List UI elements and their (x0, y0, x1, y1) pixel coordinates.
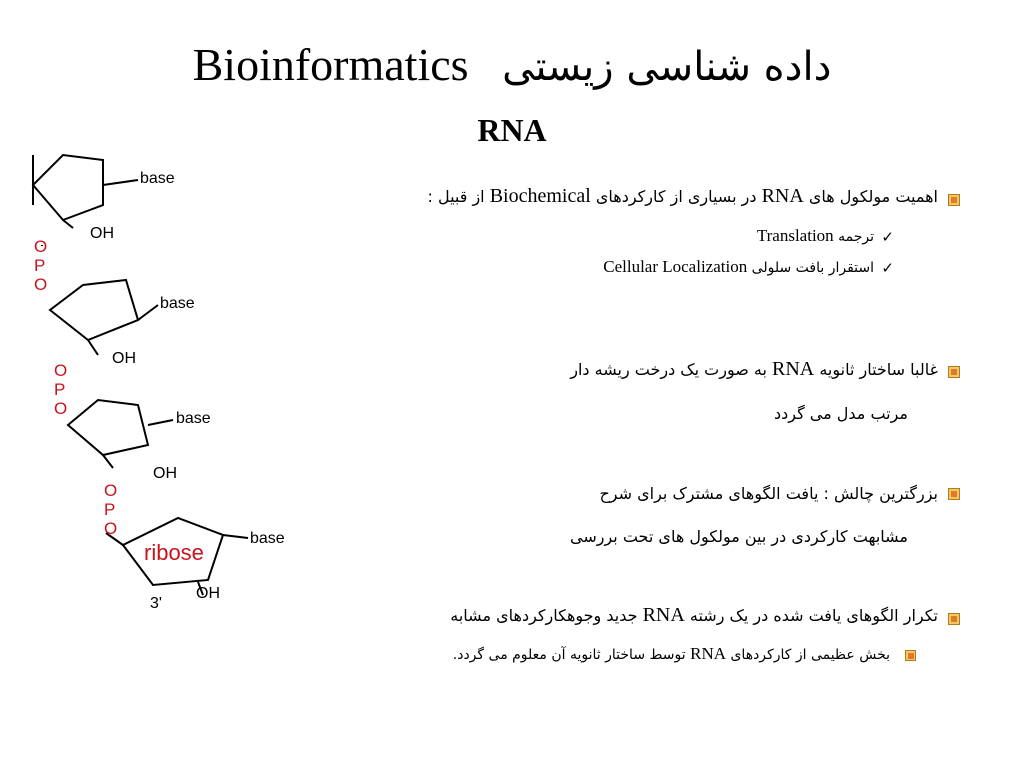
base-bond-2 (138, 305, 158, 320)
o-label-1a: O (34, 237, 48, 256)
o-label-3b: O (104, 519, 118, 538)
base-label-4: base (250, 530, 285, 547)
rna-backbone-diagram (28, 150, 308, 620)
title-english: Bioinformatics (192, 39, 469, 90)
sugar-ring-2 (50, 280, 138, 340)
oh-label-1: OH (90, 225, 114, 242)
slide-subtitle: RNA (477, 112, 547, 148)
bullet-1-sub-2: استقرار بافت سلولی Cellular Localization (603, 257, 874, 276)
bullet-2-line-1: غالبا ساختار ثانویه RNA به صورت یک درخت ریشه دار (570, 358, 938, 380)
bullet-marker-4 (948, 613, 960, 625)
oh-label-2: OH (112, 350, 136, 367)
check-icon-1: ✓ (881, 228, 894, 246)
bullet-1-sub-1: ترجمه Translation (756, 226, 874, 245)
three-prime-label: 3' (150, 595, 162, 612)
oh-label-3: OH (153, 465, 177, 482)
o-label-2a: O (54, 361, 68, 380)
o-label-2b: O (54, 399, 68, 418)
p-label-3: P (104, 500, 116, 519)
oh-bond-3 (103, 455, 113, 468)
ribose-label: ribose (144, 540, 204, 565)
p-label-1: P (34, 256, 46, 275)
bullet-3-line-2: مشابهت کارکردی در بین مولکول های تحت بررسی (570, 527, 908, 546)
oh-label-4: OH (196, 585, 220, 602)
oh-bond-1 (63, 220, 73, 228)
base-bond-4 (223, 535, 248, 538)
bullet-3-line-1: بزرگترین چالش : یافت الگوهای مشترک برای شرح (599, 484, 938, 503)
p-label-2: P (54, 380, 66, 399)
base-bond-3 (148, 420, 173, 425)
slide-title (0, 38, 1024, 91)
oh-bond-2 (88, 340, 98, 355)
base-bond-1 (103, 180, 138, 185)
sugar-ring-1 (33, 155, 103, 220)
bullet-marker-4-sub (905, 650, 916, 661)
o-label-3a: O (104, 481, 118, 500)
base-label-3: base (176, 410, 211, 427)
bullet-marker-1 (948, 194, 960, 206)
base-label-1: base (140, 170, 175, 187)
bullet-4: تکرار الگوهای یافت شده در یک رشته RNA جدید وجوهکارکردهای مشابه (450, 604, 938, 626)
bullet-2-line-2: مرتب مدل می گردد (773, 404, 908, 423)
title-persian: داده شناسی زیستی (502, 44, 832, 90)
base-label-2: base (160, 295, 195, 312)
bullet-marker-3 (948, 488, 960, 500)
bullet-4-sub-1: بخش عظیمی از کارکردهای RNA توسط ساختار ثانویه آن معلوم می گردد. (452, 644, 890, 663)
sugar-ring-3 (68, 400, 148, 455)
bullet-1: اهمیت مولکول های RNA در بسیاری از کارکردهای Biochemical از قبیل : (427, 185, 938, 207)
check-icon-2: ✓ (881, 259, 894, 277)
bullet-marker-2 (948, 366, 960, 378)
o-label-1b: O (34, 275, 48, 294)
